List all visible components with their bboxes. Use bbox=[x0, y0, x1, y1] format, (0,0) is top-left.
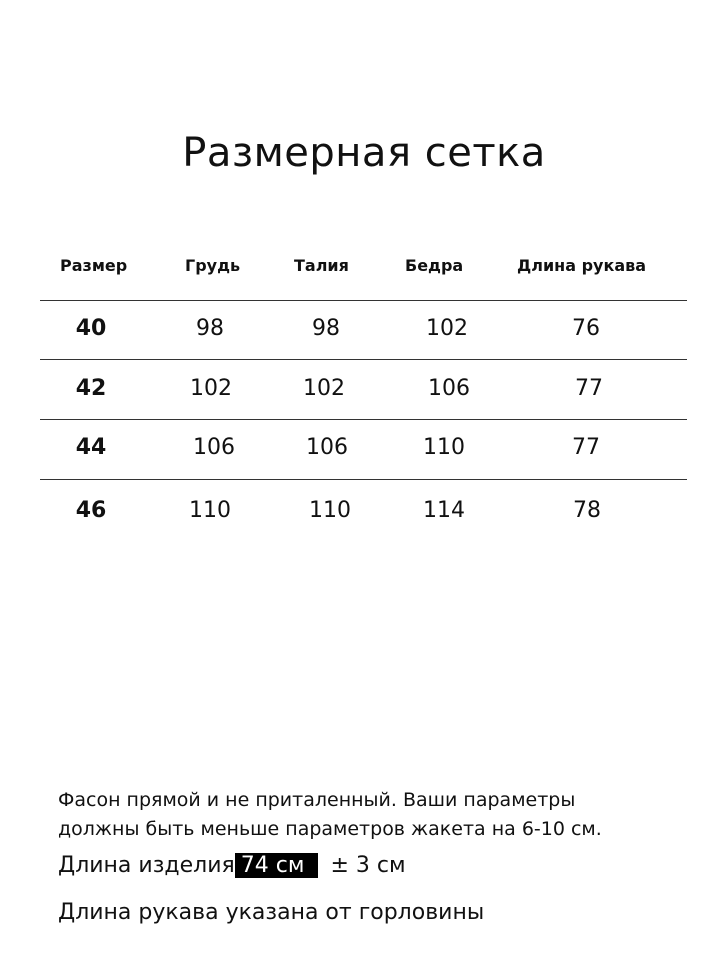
product-length-label: Длина изделия bbox=[58, 853, 235, 878]
table-divider bbox=[40, 359, 687, 360]
product-length-tolerance: ± 3 см bbox=[330, 853, 406, 878]
cell-chest: 110 bbox=[189, 498, 231, 523]
cell-waist: 102 bbox=[303, 376, 345, 401]
cell-waist: 98 bbox=[312, 316, 340, 341]
fit-note bbox=[58, 786, 698, 844]
cell-hips: 114 bbox=[423, 498, 465, 523]
sleeve-length-note: Длина рукава указана от горловины bbox=[58, 900, 485, 925]
fit-note-line: Фасон прямой и не приталенный. Ваши параметры bbox=[58, 789, 576, 811]
cell-size: 44 bbox=[75, 435, 107, 460]
cell-size: 42 bbox=[75, 376, 107, 401]
cell-sleeve: 77 bbox=[575, 376, 603, 401]
product-length-line bbox=[58, 853, 406, 878]
cell-hips: 102 bbox=[426, 316, 468, 341]
cell-sleeve: 77 bbox=[572, 435, 600, 460]
cell-chest: 106 bbox=[193, 435, 235, 460]
table-divider bbox=[40, 300, 687, 301]
header-chest: Грудь bbox=[185, 256, 241, 275]
header-hips: Бедра bbox=[405, 256, 464, 275]
cell-size: 40 bbox=[75, 316, 107, 341]
product-length-value: 74 см bbox=[235, 853, 319, 878]
cell-hips: 110 bbox=[423, 435, 465, 460]
cell-chest: 98 bbox=[196, 316, 224, 341]
fit-note-line: должны быть меньше параметров жакета на 6-10 см. bbox=[58, 818, 602, 840]
header-sleeve-length: Длина рукава bbox=[517, 256, 647, 275]
cell-chest: 102 bbox=[190, 376, 232, 401]
cell-sleeve: 78 bbox=[573, 498, 601, 523]
table-divider bbox=[40, 419, 687, 420]
cell-sleeve: 76 bbox=[572, 316, 600, 341]
cell-waist: 106 bbox=[306, 435, 348, 460]
cell-waist: 110 bbox=[309, 498, 351, 523]
cell-hips: 106 bbox=[428, 376, 470, 401]
table-divider bbox=[40, 479, 687, 480]
header-waist: Талия bbox=[294, 256, 349, 275]
size-chart-title: Размерная сетка bbox=[182, 130, 546, 176]
header-size: Размер bbox=[60, 256, 128, 275]
cell-size: 46 bbox=[75, 498, 107, 523]
